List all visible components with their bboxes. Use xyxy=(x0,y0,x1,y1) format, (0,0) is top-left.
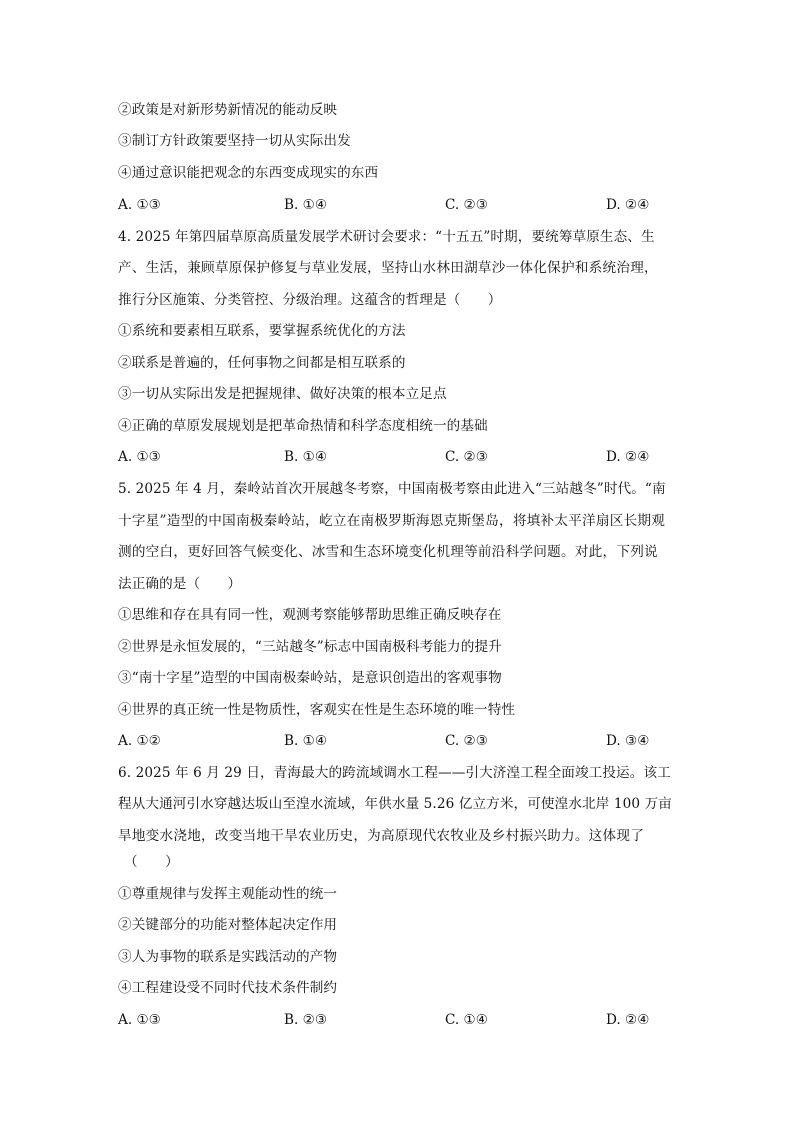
q4-stem-line-2: 产、生活，兼顾草原保护修复与草业发展，坚持山水林田湖草沙一体化保护和系统治理， xyxy=(118,260,658,276)
q5-stem-line-1: 5. 2025 年 4 月，秦岭站首次开展越冬考察，中国南极考察由此进入“三站越冬”时代。“南 xyxy=(118,481,666,497)
q3-choice-a[interactable]: A. ①③ xyxy=(118,197,161,213)
q4-option-1: ①系统和要素相互联系，要掌握系统优化的方法 xyxy=(118,323,406,339)
exam-page xyxy=(118,0,678,1123)
q5-option-2: ②世界是永恒发展的，“三站越冬”标志中国南极科考能力的提升 xyxy=(118,639,502,655)
q6-option-2: ②关键部分的功能对整体起决定作用 xyxy=(118,917,338,933)
q4-option-3: ③一切从实际出发是把握规律、做好决策的根本立足点 xyxy=(118,386,447,402)
q6-stem-line-2: 程从大通河引水穿越达坂山至湟水流域，年供水量 5.26 亿立方米，可使湟水北岸 100 万亩 xyxy=(118,796,672,812)
q4-choices xyxy=(118,447,658,467)
q5-choice-b[interactable]: B. ①④ xyxy=(284,733,328,749)
q5-choice-c[interactable]: C. ②③ xyxy=(445,733,488,749)
q5-option-4: ④世界的真正统一性是物质性，客观实在性是生态环境的唯一特性 xyxy=(118,702,516,718)
q3-choice-b[interactable]: B. ①④ xyxy=(284,197,328,213)
q4-option-2: ②联系是普遍的，任何事物之间都是相互联系的 xyxy=(118,355,406,371)
q6-option-4: ④工程建设受不同时代技术条件制约 xyxy=(118,980,338,996)
q6-choice-c[interactable]: C. ①④ xyxy=(445,1012,488,1028)
q4-option-4: ④正确的草原发展规划是把革命热情和科学态度相统一的基础 xyxy=(118,418,488,434)
q3-choice-d[interactable]: D. ②④ xyxy=(606,197,650,213)
q4-stem-line-1: 4. 2025 年第四届草原高质量发展学术研讨会要求：“十五五”时期，要统筹草原生态、生 xyxy=(118,229,655,245)
q4-choice-a[interactable]: A. ①③ xyxy=(118,449,161,465)
q5-stem-line-2: 十字星”造型的中国南极秦岭站，屹立在南极罗斯海恩克斯堡岛，将填补太平洋扇区长期观 xyxy=(118,513,666,529)
q3-option-4: ④通过意识能把观念的东西变成现实的东西 xyxy=(118,165,379,181)
q3-option-2: ②政策是对新形势新情况的能动反映 xyxy=(118,102,338,118)
q5-choices xyxy=(118,731,658,751)
q6-stem-line-4: （ ） xyxy=(124,854,179,870)
q4-choice-b[interactable]: B. ①④ xyxy=(284,449,328,465)
q5-option-1: ①思维和存在具有同一性，观测考察能够帮助思维正确反映存在 xyxy=(118,607,502,623)
q3-choice-c[interactable]: C. ②③ xyxy=(445,197,488,213)
q6-stem-line-3: 旱地变水浇地，改变当地干旱农业历史，为高原现代农牧业及乡村振兴助力。这体现了 xyxy=(118,828,645,844)
q3-choices xyxy=(118,195,658,215)
q5-choice-a[interactable]: A. ①② xyxy=(118,733,161,749)
q4-choice-d[interactable]: D. ②④ xyxy=(606,449,650,465)
q6-option-1: ①尊重规律与发挥主观能动性的统一 xyxy=(118,886,338,902)
q3-option-3: ③制订方针政策要坚持一切从实际出发 xyxy=(118,133,351,149)
q6-option-3: ③人为事物的联系是实践活动的产物 xyxy=(118,949,338,965)
q6-choice-b[interactable]: B. ②③ xyxy=(284,1012,328,1028)
q5-stem-line-3: 测的空白，更好回答气候变化、冰雪和生态环境变化机理等前沿科学问题。对此，下列说 xyxy=(118,544,658,560)
q4-stem-line-3: 推行分区施策、分类管控、分级治理。这蕴含的哲理是（ ） xyxy=(118,292,502,308)
q6-choices xyxy=(118,1010,658,1030)
q4-choice-c[interactable]: C. ②③ xyxy=(445,449,488,465)
q5-stem-line-4: 法正确的是（ ） xyxy=(118,576,242,592)
q6-choice-d[interactable]: D. ②④ xyxy=(606,1012,650,1028)
q5-option-3: ③“南十字星”造型的中国南极秦岭站，是意识创造出的客观事物 xyxy=(118,670,502,686)
q6-choice-a[interactable]: A. ①③ xyxy=(118,1012,161,1028)
q5-choice-d[interactable]: D. ③④ xyxy=(606,733,650,749)
q6-stem-line-1: 6. 2025 年 6 月 29 日，青海最大的跨流域调水工程——引大济湟工程全面竣工投运。该工 xyxy=(118,765,671,781)
